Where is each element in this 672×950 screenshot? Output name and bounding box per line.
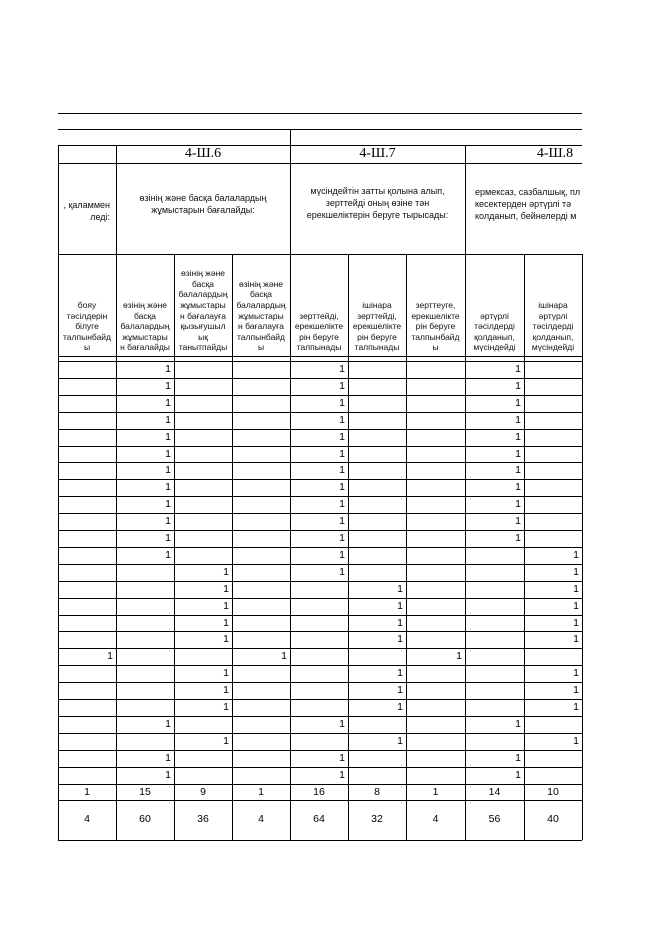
- table-cell: [406, 378, 465, 395]
- column-header: әртүрлі тәсілдерді қолданып, мүсіндейді: [473, 310, 516, 353]
- table-cell: [174, 750, 232, 767]
- table-cell: [232, 733, 290, 750]
- table-cell: [58, 716, 116, 733]
- table-cell: 1: [397, 633, 403, 646]
- table-cell: [406, 581, 465, 598]
- table-cell: [58, 412, 116, 429]
- table-cell: [116, 581, 174, 598]
- table-cell: [116, 564, 174, 581]
- table-cell: 1: [515, 464, 521, 477]
- header-rule-1: [58, 129, 582, 130]
- table-cell: [524, 429, 582, 446]
- table-cell: [406, 462, 465, 479]
- table-cell: 1: [339, 768, 345, 781]
- total-cell: 14: [488, 785, 501, 798]
- table-cell: 1: [339, 532, 345, 544]
- table-cell: [290, 733, 348, 750]
- table-cell: [524, 648, 582, 665]
- table-cell: 1: [165, 413, 171, 426]
- table-cell: 1: [165, 532, 171, 544]
- table-cell: 1: [339, 447, 345, 460]
- table-cell: [406, 446, 465, 463]
- percent-cell: 36: [197, 813, 209, 826]
- table-cell: [348, 564, 406, 581]
- percent-cell: 60: [139, 813, 151, 826]
- table-cell: 1: [165, 396, 171, 409]
- table-cell: [348, 462, 406, 479]
- table-cell: [58, 733, 116, 750]
- table-cell: 1: [223, 633, 229, 646]
- table-cell: 1: [573, 667, 579, 680]
- table-cell: [290, 682, 348, 699]
- table-cell: [348, 530, 406, 547]
- table-cell: [406, 429, 465, 446]
- table-cell: [232, 462, 290, 479]
- table-cell: 1: [165, 430, 171, 443]
- table-cell: [58, 479, 116, 496]
- table-cell: 1: [515, 498, 521, 511]
- table-cell: 1: [165, 481, 171, 494]
- phase-code: 4-Ш.8: [536, 146, 574, 161]
- header-divider: [290, 129, 291, 145]
- table-cell: [348, 479, 406, 496]
- table-cell: 1: [165, 548, 171, 561]
- table-cell: [116, 631, 174, 648]
- table-cell: [348, 716, 406, 733]
- table-cell: [348, 412, 406, 429]
- table-cell: 1: [397, 582, 403, 595]
- table-cell: 1: [281, 650, 287, 663]
- table-cell: [232, 361, 290, 378]
- table-cell: [524, 530, 582, 547]
- table-cell: [465, 631, 524, 648]
- table-cell: [58, 378, 116, 395]
- table-cell: [174, 716, 232, 733]
- table-bottom-border: [58, 840, 582, 841]
- table-cell: [174, 513, 232, 530]
- table-cell: 1: [339, 481, 345, 494]
- table-cell: 1: [573, 599, 579, 612]
- column-header: ішінара әртүрлі тәсілдерді қолданып, мүсіндейді: [531, 300, 575, 353]
- table-cell: [174, 429, 232, 446]
- criterion-text: , қаламмен леді:: [63, 200, 110, 222]
- table-cell: 1: [339, 363, 345, 375]
- percent-cell: 64: [313, 813, 325, 826]
- table-cell: 1: [165, 379, 171, 392]
- criterion-text: мүсіндейтін затты қолына алып, зерттейді оның өзіне тән ерекшеліктерін беруге тырысады:: [306, 186, 449, 220]
- table-cell: [232, 631, 290, 648]
- table-cell: [348, 496, 406, 513]
- table-cell: [116, 598, 174, 615]
- table-cell: [465, 665, 524, 682]
- table-cell: 1: [223, 667, 229, 680]
- table-cell: [58, 496, 116, 513]
- percent-cell: 56: [488, 813, 501, 826]
- table-cell: [524, 378, 582, 395]
- table-cell: 1: [223, 684, 229, 697]
- table-cell: [174, 446, 232, 463]
- table-cell: [406, 699, 465, 716]
- table-cell: [232, 547, 290, 564]
- table-cell: 1: [573, 633, 579, 646]
- table-cell: [290, 665, 348, 682]
- percent-cell: 4: [432, 813, 439, 826]
- table-cell: [406, 412, 465, 429]
- table-cell: 1: [397, 684, 403, 697]
- table-cell: [524, 412, 582, 429]
- table-cell: [232, 530, 290, 547]
- total-cell: 10: [547, 785, 559, 798]
- total-cell: 8: [374, 785, 380, 798]
- table-cell: [465, 564, 524, 581]
- phase-code: 4-Ш.7: [359, 146, 396, 161]
- table-cell: [174, 378, 232, 395]
- table-cell: [406, 750, 465, 767]
- column-header: зерттеуге, ерекшелікте рін беруге талпынбайд ы: [411, 300, 460, 353]
- table-cell: [58, 665, 116, 682]
- table-cell: 1: [515, 515, 521, 528]
- criterion-text: ермексаз, сазбалшық, пл кесектерден әртүрлі тә колданып, бейнелерді м: [475, 187, 581, 221]
- table-cell: 1: [573, 616, 579, 629]
- table-cell: 1: [223, 616, 229, 629]
- table-cell: [406, 733, 465, 750]
- total-cell: 9: [200, 785, 206, 798]
- table-cell: [58, 547, 116, 564]
- column-header: өзінің және басқа балалардың жұмыстары н бағалайды: [120, 300, 170, 353]
- percent-cell: 4: [84, 813, 90, 826]
- table-cell: [290, 598, 348, 615]
- table-cell: 1: [165, 447, 171, 460]
- table-cell: [58, 395, 116, 412]
- table-cell: 1: [573, 734, 579, 747]
- table-cell: [58, 429, 116, 446]
- table-cell: 1: [339, 751, 345, 764]
- table-cell: 1: [339, 413, 345, 426]
- total-cell: 1: [432, 785, 439, 798]
- table-cell: 1: [397, 734, 403, 747]
- table-cell: [465, 547, 524, 564]
- table-cell: 1: [223, 734, 229, 747]
- table-cell: 1: [165, 464, 171, 477]
- table-cell: [232, 699, 290, 716]
- total-cell: 1: [84, 785, 90, 798]
- table-cell: [116, 648, 174, 665]
- table-cell: [524, 446, 582, 463]
- table-cell: 1: [165, 717, 171, 730]
- table-cell: [58, 530, 116, 547]
- table-cell: 1: [165, 498, 171, 511]
- table-cell: [290, 581, 348, 598]
- table-cell: [58, 682, 116, 699]
- table-cell: 1: [573, 565, 579, 578]
- table-cell: [465, 699, 524, 716]
- total-cell: 16: [313, 785, 325, 798]
- table-cell: [524, 496, 582, 513]
- table-cell: 1: [456, 650, 462, 663]
- table-cell: 1: [515, 379, 521, 392]
- table-cell: [465, 648, 524, 665]
- table-cell: [524, 716, 582, 733]
- table-cell: [406, 395, 465, 412]
- table-cell: [58, 699, 116, 716]
- table-cell: 1: [515, 481, 521, 494]
- table-cell: [465, 615, 524, 632]
- table-cell: [406, 631, 465, 648]
- table-cell: 1: [223, 582, 229, 595]
- table-cell: [58, 750, 116, 767]
- table-cell: [232, 682, 290, 699]
- table-cell: 1: [339, 379, 345, 392]
- criterion-text: өзінің және басқа балалардың жұмыстарын бағалайды:: [139, 193, 267, 215]
- table-cell: [232, 446, 290, 463]
- table-cell: [232, 598, 290, 615]
- table-cell: [58, 767, 116, 784]
- table-cell: 1: [165, 515, 171, 528]
- table-cell: 1: [515, 430, 521, 443]
- table-cell: [348, 446, 406, 463]
- table-cell: [524, 513, 582, 530]
- table-cell: [348, 767, 406, 784]
- table-cell: [406, 547, 465, 564]
- table-cell: 1: [515, 751, 521, 764]
- table-cell: [116, 682, 174, 699]
- total-cell: 1: [258, 785, 264, 798]
- table-cell: 1: [573, 582, 579, 595]
- table-cell: [290, 615, 348, 632]
- table-cell: [174, 462, 232, 479]
- subheader-row-bottom: [58, 356, 582, 357]
- table-cell: 1: [223, 599, 229, 612]
- phase-row-bottom: [58, 163, 582, 164]
- table-cell: 1: [397, 667, 403, 680]
- table-cell: [174, 395, 232, 412]
- table-cell: [406, 615, 465, 632]
- column-header: өзінің және басқа балалардың жұмыстары н бағалауға қызығушыл ық танытпайды: [178, 268, 228, 353]
- table-cell: 1: [515, 413, 521, 426]
- table-cell: [290, 648, 348, 665]
- table-cell: [524, 361, 582, 378]
- table-cell: [406, 598, 465, 615]
- table-cell: [174, 479, 232, 496]
- table-cell: [232, 496, 290, 513]
- table-cell: 1: [223, 701, 229, 713]
- table-cell: [406, 361, 465, 378]
- table-cell: [232, 750, 290, 767]
- table-cell: [348, 429, 406, 446]
- table-cell: [58, 581, 116, 598]
- table-cell: [232, 615, 290, 632]
- table-cell: [174, 648, 232, 665]
- total-cell: 15: [139, 785, 151, 798]
- table-cell: [290, 699, 348, 716]
- percent-cell: 40: [547, 813, 559, 826]
- table-cell: [465, 682, 524, 699]
- table-cell: [174, 547, 232, 564]
- table-cell: [232, 395, 290, 412]
- table-cell: 1: [515, 768, 521, 781]
- phase-code: 4-Ш.6: [184, 146, 222, 161]
- table-cell: 1: [339, 464, 345, 477]
- table-cell: 1: [339, 396, 345, 409]
- table-cell: 1: [515, 447, 521, 460]
- table-cell: 1: [573, 684, 579, 697]
- table-cell: [465, 598, 524, 615]
- table-cell: 1: [107, 650, 113, 663]
- table-cell: [290, 631, 348, 648]
- column-header: бояу тәсілдерін білуге талпынбайд ы: [63, 300, 111, 353]
- table-cell: 1: [339, 548, 345, 561]
- column-header: зерттейді, ерекшелікте рін беруге талпынады: [294, 310, 344, 353]
- table-cell: 1: [165, 768, 171, 781]
- table-cell: [232, 412, 290, 429]
- table-cell: [232, 429, 290, 446]
- table-cell: [524, 750, 582, 767]
- table-cell: [174, 530, 232, 547]
- table-cell: [116, 699, 174, 716]
- table-cell: [174, 361, 232, 378]
- table-cell: [58, 631, 116, 648]
- table-cell: 1: [515, 363, 521, 375]
- table-cell: [406, 767, 465, 784]
- table-cell: 1: [397, 599, 403, 612]
- table-cell: [406, 530, 465, 547]
- page-top-rule: [58, 113, 582, 114]
- table-cell: [174, 496, 232, 513]
- column-header: өзінің және басқа балалардың жұмыстары н бағалауға талпынбайд ы: [236, 278, 286, 353]
- table-cell: [348, 648, 406, 665]
- table-cell: [58, 446, 116, 463]
- percent-cell: 32: [371, 813, 383, 826]
- table-cell: [116, 733, 174, 750]
- table-cell: 1: [515, 717, 521, 730]
- table-cell: [348, 547, 406, 564]
- table-cell: 1: [339, 430, 345, 443]
- table-cell: [406, 513, 465, 530]
- table-cell: 1: [573, 701, 579, 713]
- table-cell: [524, 767, 582, 784]
- table-cell: 1: [339, 498, 345, 511]
- table-cell: [406, 496, 465, 513]
- table-cell: [58, 564, 116, 581]
- percent-cell: 4: [258, 813, 264, 826]
- table-cell: 1: [515, 532, 521, 544]
- table-cell: 1: [573, 548, 579, 561]
- table-cell: 1: [339, 717, 345, 730]
- table-cell: [524, 479, 582, 496]
- table-cell: [232, 581, 290, 598]
- table-cell: [524, 395, 582, 412]
- table-cell: [174, 767, 232, 784]
- table-cell: [174, 412, 232, 429]
- table-cell: [524, 462, 582, 479]
- table-cell: [406, 564, 465, 581]
- table-cell: [232, 665, 290, 682]
- table-cell: 1: [165, 363, 171, 375]
- table-cell: [116, 615, 174, 632]
- table-cell: [58, 615, 116, 632]
- table-cell: [348, 361, 406, 378]
- table-cell: [348, 513, 406, 530]
- table-cell: [58, 513, 116, 530]
- table-cell: [232, 767, 290, 784]
- table-cell: [232, 378, 290, 395]
- table-cell: [58, 598, 116, 615]
- table-cell: [348, 395, 406, 412]
- table-cell: 1: [397, 616, 403, 629]
- table-cell: [232, 479, 290, 496]
- table-cell: 1: [165, 751, 171, 764]
- table-cell: 1: [515, 396, 521, 409]
- table-cell: [58, 361, 116, 378]
- table-cell: [465, 581, 524, 598]
- table-cell: [406, 479, 465, 496]
- table-cell: [465, 733, 524, 750]
- table-cell: [232, 564, 290, 581]
- table-cell: 1: [339, 565, 345, 578]
- table-cell: [406, 682, 465, 699]
- table-cell: 1: [223, 565, 229, 578]
- table-cell: [58, 462, 116, 479]
- table-cell: 1: [339, 515, 345, 528]
- column-header: ішінара зерттейді, ерекшелікте рін беруге талпынады: [352, 300, 402, 353]
- table-cell: [232, 513, 290, 530]
- table-cell: [232, 716, 290, 733]
- table-cell: [348, 750, 406, 767]
- table-cell: 1: [397, 701, 403, 713]
- table-cell: [116, 665, 174, 682]
- table-cell: [406, 716, 465, 733]
- table-cell: [406, 665, 465, 682]
- table-cell: [348, 378, 406, 395]
- table-right-border: [582, 254, 583, 840]
